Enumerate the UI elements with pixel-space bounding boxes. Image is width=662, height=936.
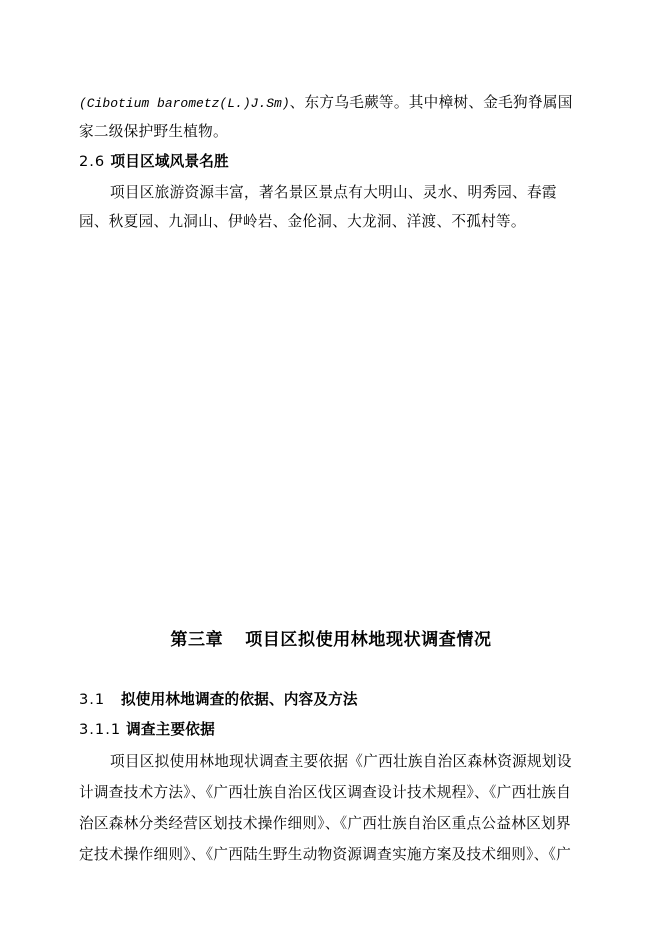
section-title: 调查主要依据 bbox=[126, 721, 215, 738]
paragraph-line: 定技术操作细则》、《广西陆生野生动物资源调查实施方案及技术细则》、《广 bbox=[79, 846, 572, 863]
latin-species-name: (Cibotium barometz(L.)J.Sm) bbox=[79, 96, 290, 111]
paragraph-line: 计调查技术方法》、《广西壮族自治区伐区调查设计技术规程》、《广西壮族自 bbox=[79, 784, 572, 801]
chapter-title bbox=[0, 628, 662, 652]
section-number: 2.6 bbox=[79, 153, 106, 170]
chapter-heading: 项目区拟使用林地现状调查情况 bbox=[245, 630, 492, 650]
section-title: 项目区域风景名胜 bbox=[110, 153, 229, 170]
section-heading-2-6 bbox=[79, 152, 599, 172]
section-number: 3.1.1 bbox=[79, 721, 122, 738]
section-title: 拟使用林地调查的依据、内容及方法 bbox=[121, 691, 358, 708]
paragraph-line: 项目区旅游资源丰富，著名景区景点有大明山、灵水、明秀园、春霞 bbox=[110, 184, 557, 201]
paragraph-line bbox=[79, 93, 599, 114]
paragraph-line: 治区森林分类经营区划技术操作细则》、《广西壮族自治区重点公益林区划界 bbox=[79, 815, 571, 832]
paragraph-line: 园、秋夏园、九洞山、伊岭岩、金伦洞、大龙洞、洋渡、不孤村等。 bbox=[79, 213, 526, 230]
paragraph-line: 项目区拟使用林地现状调查主要依据《广西壮族自治区森林资源规划设 bbox=[110, 753, 572, 770]
chapter-label: 第三章 bbox=[170, 630, 224, 650]
section-heading-3-1-1 bbox=[79, 720, 599, 740]
section-heading-3-1 bbox=[79, 690, 599, 710]
paragraph-text: 、东方乌毛蕨等。其中樟树、金毛狗脊属国 bbox=[289, 94, 573, 111]
section-number: 3.1 bbox=[79, 691, 106, 708]
paragraph-line: 家二级保护野生植物。 bbox=[79, 123, 228, 140]
